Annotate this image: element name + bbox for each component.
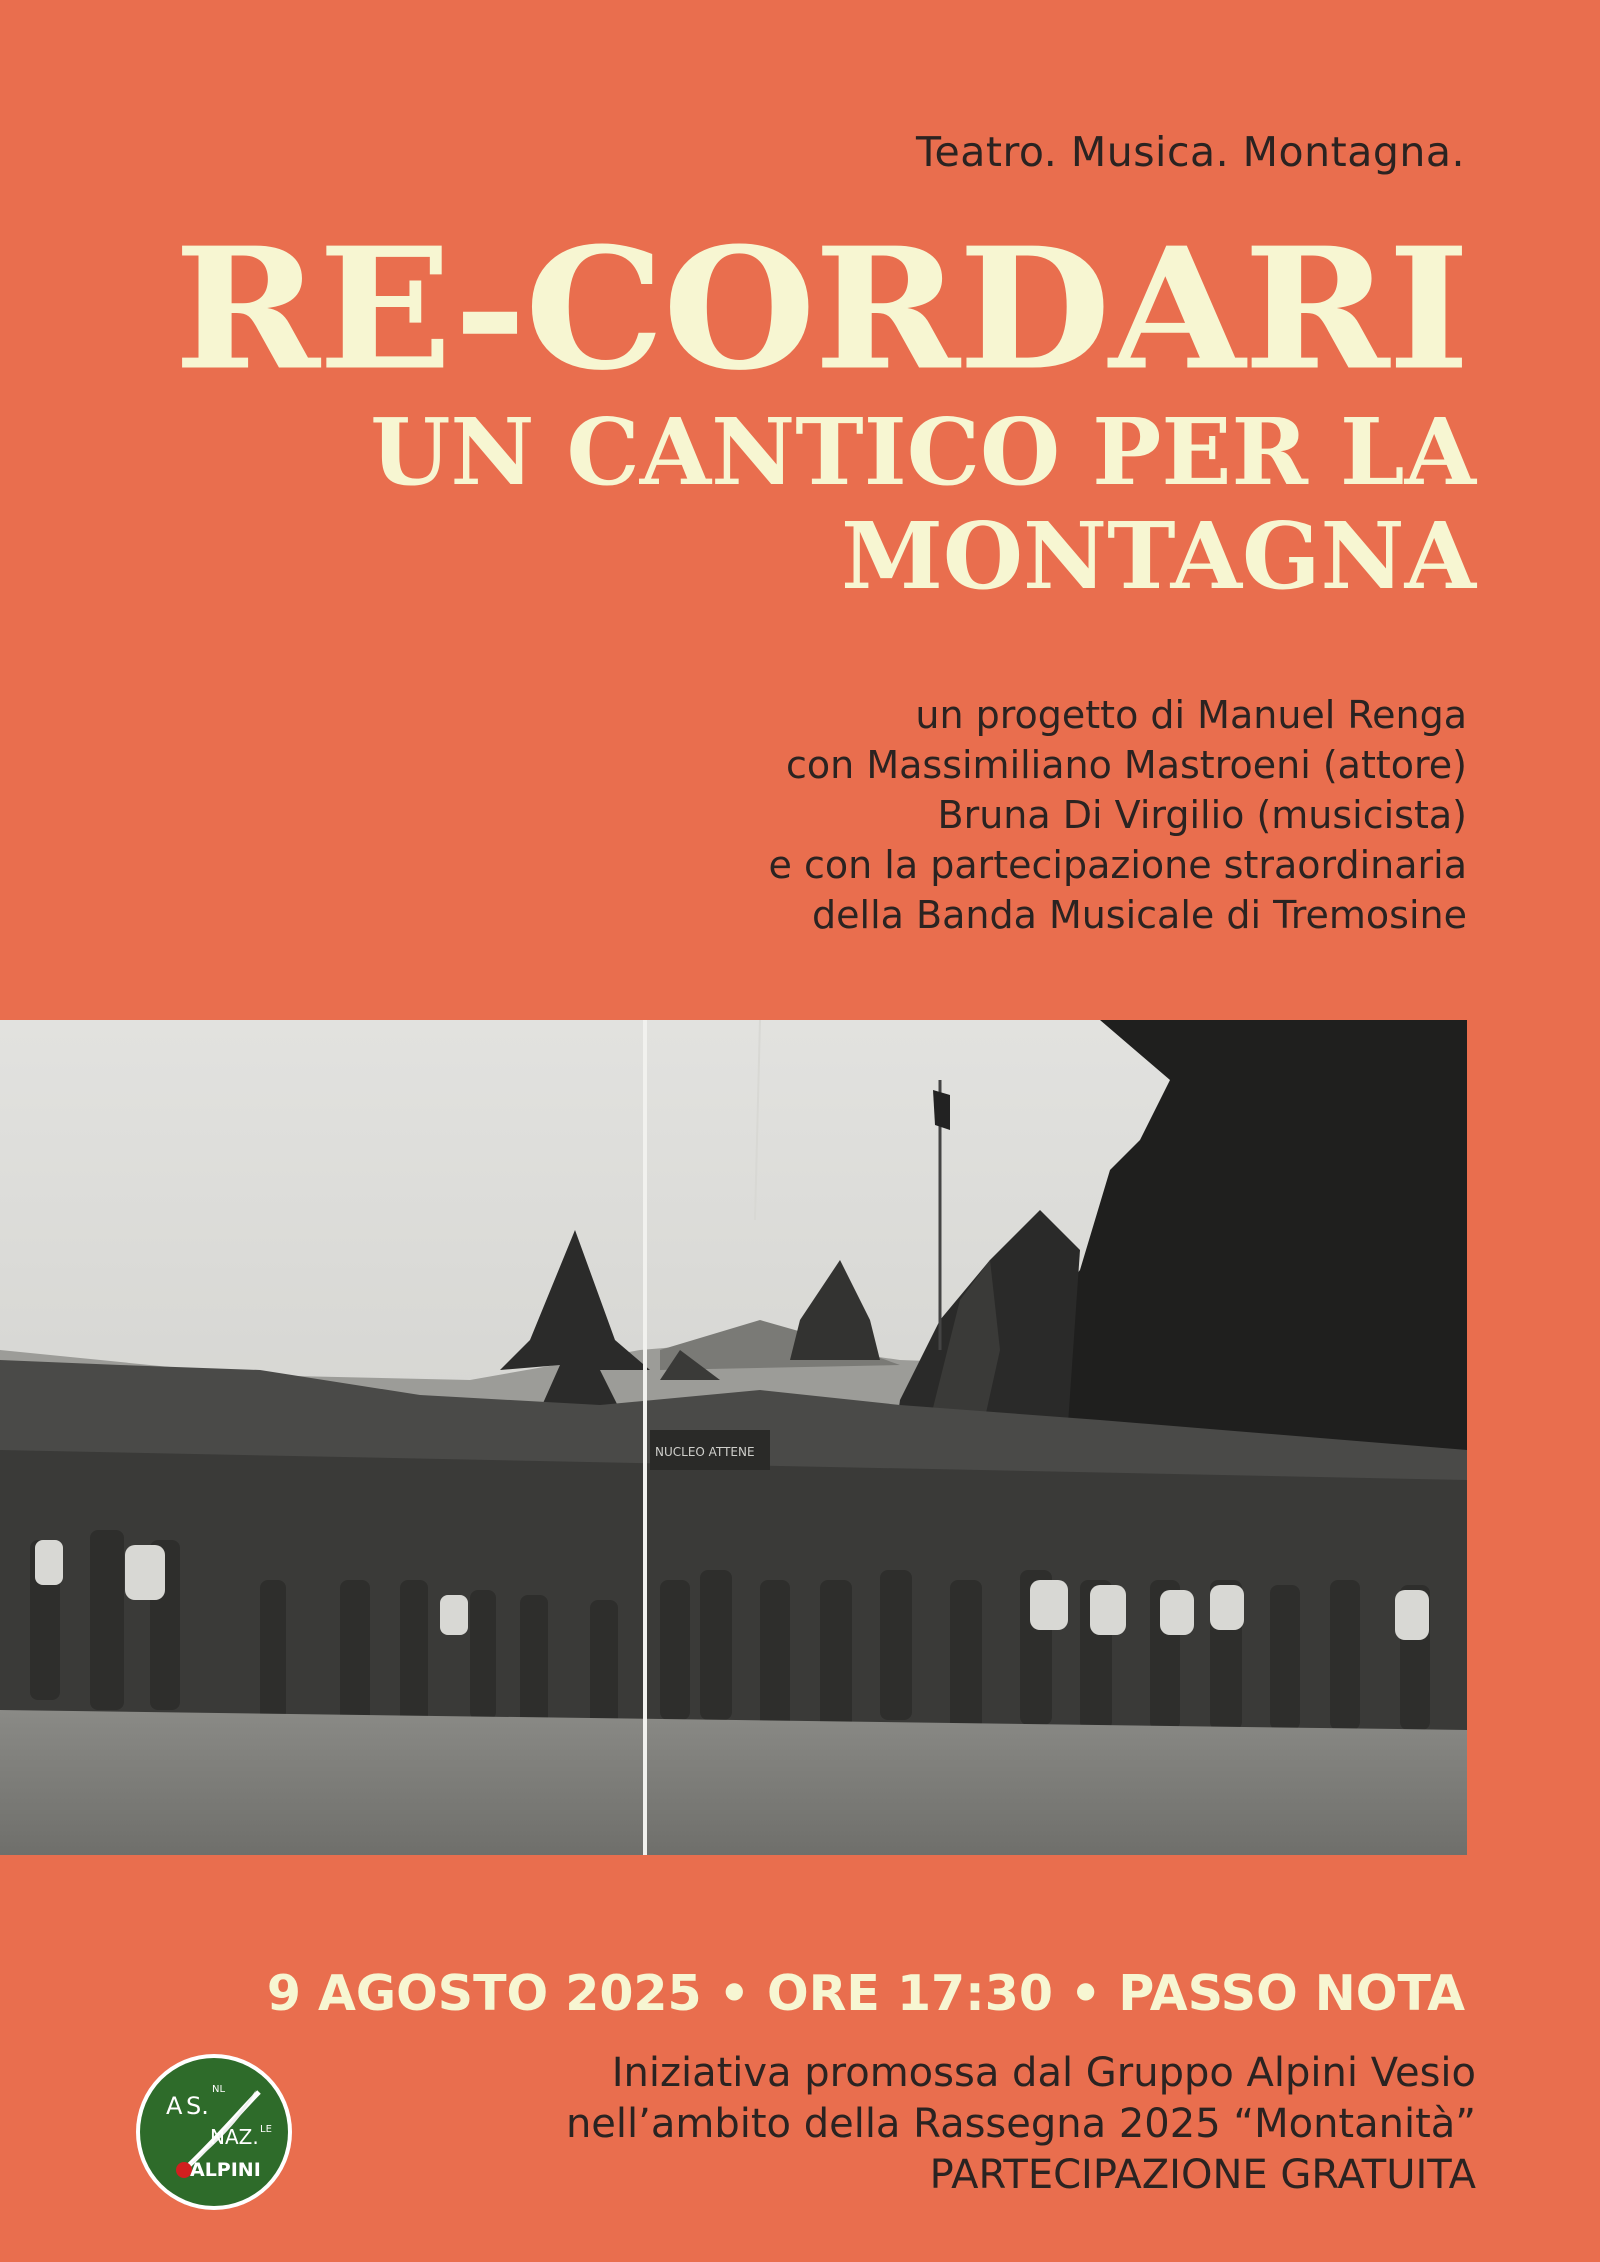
- subtitle-line-1: UN CANTICO PER LA: [370, 398, 1476, 506]
- organizer-info: [566, 2048, 1476, 2201]
- page-title: RE-CORDARI: [173, 210, 1468, 408]
- logo-text-le: LE: [260, 2124, 272, 2135]
- logo-text-naz: NAZ.: [210, 2125, 259, 2149]
- logo-text-alpini: ALPINI: [190, 2159, 261, 2181]
- event-dateline: 9 AGOSTO 2025 • ORE 17:30 • PASSO NOTA: [266, 1965, 1465, 2022]
- credit-line: e con la partecipazione straordinaria: [768, 843, 1467, 887]
- info-line: nell’ambito della Rassegna 2025 “Montanità”: [565, 2101, 1476, 2147]
- ana-alpini-logo: [134, 2052, 294, 2212]
- credit-line: un progetto di Manuel Renga: [915, 693, 1467, 737]
- logo-text-s: S.: [186, 2092, 209, 2120]
- subtitle: [370, 400, 1476, 608]
- logo-text-nl: NL: [212, 2084, 226, 2095]
- subtitle-line-2: MONTAGNA: [841, 502, 1476, 610]
- credits: [769, 690, 1467, 940]
- photo-banner-text: NUCLEO ATTENE: [655, 1445, 755, 1459]
- info-line: Iniziativa promossa dal Gruppo Alpini Vesio: [611, 2050, 1476, 2096]
- historic-crowd-photo: [0, 1020, 1467, 1855]
- logo-text-a: A: [166, 2092, 183, 2120]
- tagline: Teatro. Musica. Montagna.: [915, 128, 1465, 176]
- credit-line: con Massimiliano Mastroeni (attore): [786, 743, 1467, 787]
- info-line: PARTECIPAZIONE GRATUITA: [929, 2152, 1476, 2198]
- credit-line: della Banda Musicale di Tremosine: [812, 893, 1467, 937]
- credit-line: Bruna Di Virgilio (musicista): [937, 793, 1467, 837]
